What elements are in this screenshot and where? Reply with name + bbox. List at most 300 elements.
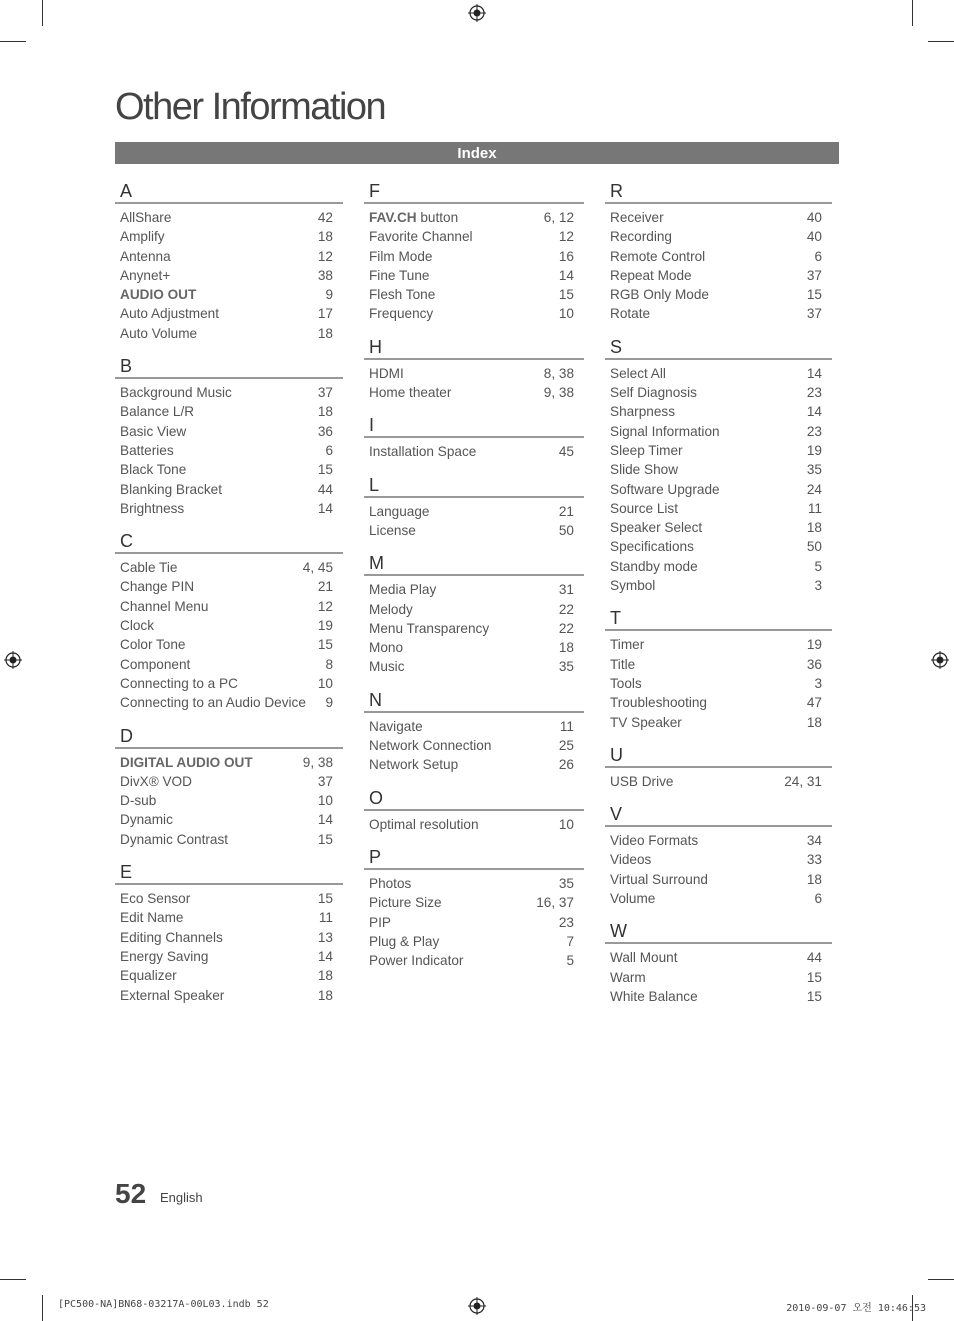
entry-term-wrap — [610, 576, 655, 595]
entry-pages: 47 — [806, 695, 822, 711]
index-entry — [605, 870, 832, 889]
entry-term-wrap — [120, 772, 192, 791]
index-entry — [605, 304, 832, 323]
entry-pages: 38 — [317, 267, 333, 283]
index-entry — [115, 655, 343, 674]
index-entry — [115, 693, 343, 712]
entry-term-wrap — [610, 889, 655, 908]
entry-term-wrap — [120, 908, 183, 927]
entry-term: TV Speaker — [610, 714, 682, 730]
entry-pages: 10 — [558, 306, 574, 322]
index-entry — [364, 951, 584, 970]
index-heading: Index — [457, 145, 497, 162]
entry-pages: 44 — [806, 950, 822, 966]
entry-term: Editing Channels — [120, 929, 223, 945]
entry-term-wrap — [610, 831, 698, 850]
entry-pages: 12 — [317, 598, 333, 614]
entry-term: Home theater — [369, 385, 452, 401]
entry-term-wrap — [369, 815, 479, 834]
index-section-w — [605, 920, 832, 1006]
index-section-t — [605, 607, 832, 731]
entry-term: Batteries — [120, 442, 174, 458]
entry-pages: 19 — [317, 618, 333, 634]
entry-term-wrap — [610, 208, 664, 227]
entry-pages: 17 — [317, 306, 333, 322]
entry-pages: 22 — [558, 620, 574, 636]
index-entry — [115, 304, 343, 323]
entry-term: Language — [369, 503, 430, 519]
index-entry — [364, 521, 584, 540]
entry-pages: 35 — [558, 659, 574, 675]
entry-term-wrap — [610, 693, 707, 712]
section-gap — [364, 834, 584, 846]
index-entry — [605, 537, 832, 556]
entry-pages: 14 — [558, 267, 574, 283]
registration-mark-icon — [4, 651, 22, 669]
entry-term: Title — [610, 656, 636, 672]
section-letter: F — [364, 180, 584, 204]
index-entry — [605, 831, 832, 850]
entry-pages: 18 — [317, 404, 333, 420]
entry-pages: 14 — [317, 812, 333, 828]
entry-pages: 14 — [317, 500, 333, 516]
entry-term-wrap — [369, 951, 463, 970]
index-entry — [115, 986, 343, 1005]
section-gap — [115, 518, 343, 530]
entry-pages: 21 — [558, 503, 574, 519]
entry-term: Film Mode — [369, 248, 433, 264]
entry-term-wrap — [120, 383, 232, 402]
crop-mark — [0, 41, 26, 42]
index-entry — [115, 285, 343, 304]
index-entry — [605, 772, 832, 791]
section-gap — [364, 677, 584, 689]
index-entry — [364, 247, 584, 266]
entry-term-wrap — [369, 638, 403, 657]
entry-term-wrap — [610, 499, 678, 518]
index-entry — [364, 304, 584, 323]
entry-term-wrap — [120, 227, 165, 246]
entry-term-wrap — [120, 889, 190, 908]
entry-pages: 37 — [806, 267, 822, 283]
entry-term: Picture Size — [369, 895, 442, 911]
registration-mark-icon — [931, 651, 949, 669]
index-entry — [115, 772, 343, 791]
entry-pages: 15 — [806, 988, 822, 1004]
entry-term-wrap — [369, 521, 416, 540]
entry-pages: 37 — [317, 773, 333, 789]
entry-term-wrap — [610, 655, 635, 674]
entry-term: AUDIO OUT — [120, 287, 197, 303]
entry-term: HDMI — [369, 365, 404, 381]
entry-term-wrap — [610, 772, 673, 791]
entry-pages: 18 — [317, 325, 333, 341]
entry-term: FAV.CH — [369, 210, 417, 225]
index-entry — [115, 616, 343, 635]
entry-term-wrap — [369, 657, 405, 676]
page-title: Other Information — [115, 86, 386, 128]
index-entry — [364, 208, 584, 227]
entry-pages: 12 — [558, 229, 574, 245]
entry-pages: 15 — [317, 831, 333, 847]
entry-pages: 18 — [806, 520, 822, 536]
entry-term-wrap — [120, 986, 224, 1005]
index-section-v — [605, 803, 832, 908]
entry-pages: 6 — [814, 248, 822, 264]
index-entry — [605, 499, 832, 518]
section-letter: M — [364, 552, 584, 576]
index-section-u — [605, 744, 832, 791]
index-entry — [605, 227, 832, 246]
entry-pages: 34 — [806, 833, 822, 849]
entry-term-wrap — [369, 502, 429, 521]
section-gap — [364, 970, 584, 982]
entry-pages: 10 — [317, 675, 333, 691]
index-entry — [605, 480, 832, 499]
entry-term: Videos — [610, 852, 652, 868]
entry-term: Flesh Tone — [369, 287, 436, 303]
index-entry — [605, 948, 832, 967]
section-letter: T — [605, 607, 832, 631]
index-entry — [364, 736, 584, 755]
index-entry — [115, 791, 343, 810]
entry-term-wrap — [610, 635, 644, 654]
entry-pages: 42 — [317, 210, 333, 225]
index-entry — [364, 815, 584, 834]
entry-term-wrap — [369, 208, 458, 227]
entry-term-wrap — [369, 755, 458, 774]
crop-mark — [42, 0, 43, 26]
entry-term: Volume — [610, 891, 656, 907]
entry-pages: 15 — [317, 637, 333, 653]
index-entry — [364, 932, 584, 951]
entry-pages: 23 — [806, 423, 822, 439]
index-entry — [605, 557, 832, 576]
index-entry — [605, 655, 832, 674]
entry-term: Fine Tune — [369, 267, 430, 283]
entry-term: Signal Information — [610, 423, 720, 439]
entry-term: Self Diagnosis — [610, 385, 697, 401]
entry-term-wrap — [120, 208, 171, 227]
entry-term-wrap — [120, 558, 177, 577]
entry-term: Recording — [610, 229, 672, 245]
entry-term: Menu Transparency — [369, 620, 490, 636]
entry-term-wrap — [120, 966, 177, 985]
entry-pages: 33 — [806, 852, 822, 868]
index-entry — [115, 383, 343, 402]
entry-term: Dynamic Contrast — [120, 831, 229, 847]
entry-term: Music — [369, 659, 405, 675]
entry-term-wrap — [610, 227, 672, 246]
index-section-i — [364, 414, 584, 461]
index-section-e — [115, 861, 343, 1005]
entry-term: Color Tone — [120, 637, 186, 653]
entry-term-wrap — [120, 674, 238, 693]
section-letter: N — [364, 689, 584, 713]
entry-pages: 22 — [558, 601, 574, 617]
section-letter: I — [364, 414, 584, 438]
entry-pages: 35 — [558, 875, 574, 891]
entry-pages: 31 — [558, 582, 574, 598]
section-letter: B — [115, 355, 343, 379]
entry-term-wrap — [120, 441, 174, 460]
entry-term-wrap — [120, 402, 194, 421]
entry-term-wrap — [369, 364, 404, 383]
entry-term: Balance L/R — [120, 404, 195, 420]
entry-term: Frequency — [369, 306, 434, 322]
entry-pages: 4, 45 — [302, 560, 333, 576]
registration-mark-icon — [468, 4, 486, 22]
index-section-r — [605, 180, 832, 324]
entry-term-wrap — [120, 791, 156, 810]
index-entry — [115, 402, 343, 421]
entry-term: Remote Control — [610, 248, 706, 264]
entry-term-wrap — [610, 480, 720, 499]
index-entry — [364, 383, 584, 402]
section-gap — [605, 324, 832, 336]
entry-term: Connecting to a PC — [120, 675, 238, 691]
entry-term-wrap — [369, 285, 435, 304]
index-entry — [115, 460, 343, 479]
entry-term: Edit Name — [120, 910, 184, 926]
section-letter: L — [364, 474, 584, 498]
index-entry — [364, 580, 584, 599]
entry-term-wrap — [120, 422, 186, 441]
index-entry — [115, 577, 343, 596]
entry-pages: 44 — [317, 481, 333, 497]
entry-pages: 21 — [317, 579, 333, 595]
index-entry — [364, 657, 584, 676]
entry-pages: 16, 37 — [536, 895, 574, 911]
section-gap — [605, 595, 832, 607]
entry-term: Sharpness — [610, 404, 675, 420]
entry-term-wrap — [369, 304, 433, 323]
print-timestamp: 2010-09-07 오전 10:46:53 — [786, 1303, 926, 1314]
index-entry — [605, 383, 832, 402]
entry-pages: 15 — [317, 891, 333, 907]
entry-term: Virtual Surround — [610, 871, 708, 887]
index-entry — [115, 422, 343, 441]
entry-term: Video Formats — [610, 833, 699, 849]
section-letter: O — [364, 787, 584, 811]
entry-term: White Balance — [610, 988, 698, 1004]
entry-term: Receiver — [610, 210, 664, 225]
entry-pages: 18 — [317, 229, 333, 245]
entry-term: RGB Only Mode — [610, 287, 709, 303]
index-entry — [364, 913, 584, 932]
index-entry — [115, 810, 343, 829]
entry-term-wrap — [120, 693, 306, 712]
index-section-f — [364, 180, 584, 324]
page-language: English — [160, 1190, 203, 1205]
entry-pages: 25 — [558, 738, 574, 754]
index-entry — [605, 713, 832, 732]
entry-term-wrap — [610, 383, 697, 402]
entry-term-wrap — [120, 635, 186, 654]
entry-term: Plug & Play — [369, 933, 440, 949]
entry-term-wrap — [610, 968, 646, 987]
entry-term-wrap — [120, 947, 208, 966]
entry-pages: 9 — [325, 695, 333, 711]
index-section-b — [115, 355, 343, 518]
index-entry — [364, 502, 584, 521]
entry-pages: 24, 31 — [784, 773, 822, 789]
entry-term-wrap — [120, 810, 173, 829]
index-entry — [115, 753, 343, 772]
entry-pages: 11 — [318, 910, 333, 926]
index-entry — [115, 947, 343, 966]
entry-term: Auto Volume — [120, 325, 198, 341]
index-entry — [605, 208, 832, 227]
entry-term: Tools — [610, 675, 642, 691]
entry-term: Amplify — [120, 229, 165, 245]
entry-term: Melody — [369, 601, 413, 617]
entry-term: Change PIN — [120, 579, 195, 595]
entry-pages: 10 — [317, 793, 333, 809]
entry-term-wrap — [120, 830, 228, 849]
entry-pages: 18 — [806, 871, 822, 887]
entry-term: DivX® VOD — [120, 773, 192, 789]
entry-term: Energy Saving — [120, 948, 209, 964]
entry-term-wrap — [120, 266, 170, 285]
entry-pages: 15 — [806, 969, 822, 985]
index-entry — [115, 227, 343, 246]
index-entry — [115, 208, 343, 227]
section-gap — [605, 1006, 832, 1018]
section-letter: C — [115, 530, 343, 554]
entry-term: Network Connection — [369, 738, 492, 754]
entry-pages: 40 — [806, 229, 822, 245]
entry-term: Media Play — [369, 582, 437, 598]
entry-pages: 35 — [806, 462, 822, 478]
index-entry — [115, 830, 343, 849]
crop-mark — [928, 41, 954, 42]
entry-term: Favorite Channel — [369, 229, 473, 245]
index-entry — [364, 874, 584, 893]
entry-term: Black Tone — [120, 462, 187, 478]
entry-term-wrap — [610, 557, 698, 576]
entry-term-wrap — [610, 247, 705, 266]
index-section-s — [605, 336, 832, 596]
index-entry — [115, 966, 343, 985]
entry-pages: 19 — [806, 637, 822, 653]
index-entry — [605, 576, 832, 595]
entry-term: Network Setup — [369, 757, 459, 773]
entry-pages: 16 — [558, 248, 574, 264]
entry-term: Eco Sensor — [120, 891, 191, 907]
entry-term: D-sub — [120, 793, 157, 809]
section-gap — [364, 775, 584, 787]
entry-term-wrap — [369, 717, 423, 736]
entry-pages: 12 — [317, 248, 333, 264]
entry-term: PIP — [369, 914, 391, 930]
entry-pages: 5 — [566, 953, 574, 969]
entry-term: Anynet+ — [120, 267, 171, 283]
index-entry — [364, 619, 584, 638]
entry-term: Source List — [610, 500, 679, 516]
entry-term-wrap — [120, 616, 154, 635]
entry-term-wrap — [120, 285, 196, 304]
entry-term-wrap — [610, 364, 666, 383]
entry-term-wrap — [610, 987, 698, 1006]
entry-pages: 18 — [317, 987, 333, 1003]
entry-pages: 50 — [558, 522, 574, 538]
entry-pages: 13 — [317, 929, 333, 945]
entry-pages: 8 — [325, 656, 333, 672]
index-entry — [605, 635, 832, 654]
entry-term-wrap — [369, 619, 489, 638]
entry-term-wrap — [369, 874, 411, 893]
entry-pages: 11 — [559, 718, 574, 734]
entry-pages: 6 — [325, 442, 333, 458]
entry-term-wrap — [610, 441, 683, 460]
entry-term-wrap — [610, 850, 651, 869]
entry-term: Basic View — [120, 423, 187, 439]
registration-mark-icon — [468, 1297, 486, 1315]
entry-term: Software Upgrade — [610, 481, 720, 497]
entry-term: Photos — [369, 875, 412, 891]
entry-pages: 10 — [558, 816, 574, 832]
index-entry — [605, 518, 832, 537]
index-section-o — [364, 787, 584, 834]
entry-term: Optimal resolution — [369, 816, 479, 832]
index-column-2 — [364, 180, 584, 982]
entry-term: Select All — [610, 365, 666, 381]
entry-term-wrap — [120, 499, 184, 518]
index-entry — [605, 266, 832, 285]
entry-pages: 18 — [558, 640, 574, 656]
index-entry — [115, 266, 343, 285]
entry-term: Troubleshooting — [610, 695, 707, 711]
index-entry — [115, 247, 343, 266]
entry-pages: 15 — [806, 287, 822, 303]
entry-term-wrap — [610, 422, 720, 441]
entry-term: Speaker Select — [610, 520, 703, 536]
entry-term: Background Music — [120, 385, 232, 401]
section-gap — [605, 732, 832, 744]
section-letter: H — [364, 336, 584, 360]
section-gap — [115, 1005, 343, 1017]
entry-term-wrap — [369, 266, 429, 285]
index-entry — [605, 364, 832, 383]
crop-mark — [912, 0, 913, 26]
section-gap — [115, 713, 343, 725]
entry-pages: 14 — [806, 365, 822, 381]
entry-term-wrap — [610, 402, 675, 421]
index-entry — [605, 968, 832, 987]
entry-term: Equalizer — [120, 968, 177, 984]
entry-pages: 7 — [566, 933, 574, 949]
index-entry — [115, 558, 343, 577]
entry-term-wrap — [120, 324, 197, 343]
entry-term-wrap — [120, 304, 219, 323]
index-entry — [364, 717, 584, 736]
entry-term-wrap — [369, 247, 432, 266]
entry-term-wrap — [369, 442, 476, 461]
entry-pages: 36 — [317, 423, 333, 439]
entry-term: External Speaker — [120, 987, 225, 1003]
index-section-p — [364, 846, 584, 970]
entry-pages: 9, 38 — [543, 385, 574, 401]
index-entry — [364, 600, 584, 619]
index-entry — [364, 266, 584, 285]
entry-term-wrap — [369, 227, 473, 246]
section-gap — [364, 402, 584, 414]
entry-term: License — [369, 522, 416, 538]
section-letter: D — [115, 725, 343, 749]
index-entry — [364, 442, 584, 461]
entry-pages: 36 — [806, 656, 822, 672]
